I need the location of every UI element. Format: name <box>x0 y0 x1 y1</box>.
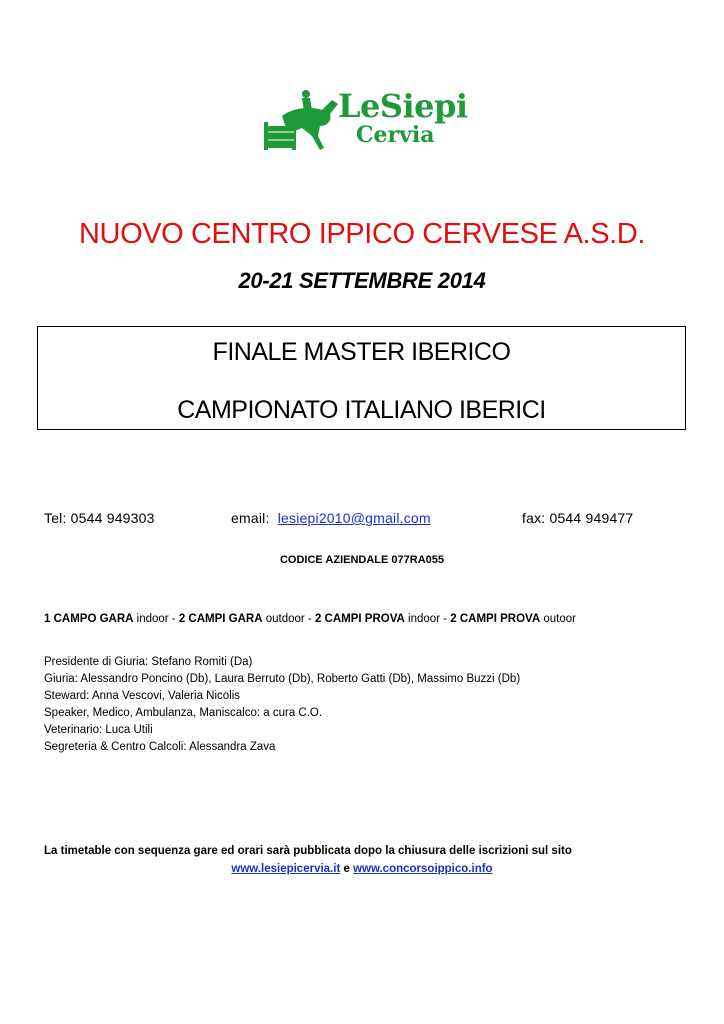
campo-desc: outoor <box>540 613 576 625</box>
campo-label: 2 CAMPI PROVA <box>450 613 541 625</box>
website-link-lesiepicervia[interactable]: www.lesiepicervia.it <box>231 863 341 875</box>
timetable-note: La timetable con sequenza gare ed orari sarà pubblicata dopo la chiusura delle iscrizioni sul sito <box>44 845 572 857</box>
logo-word-cervia: Cervia <box>356 122 435 148</box>
staff-item: Steward: Anna Vescovi, Valeria Nicolis <box>44 690 241 702</box>
event-line-1: FINALE MASTER IBERICO <box>212 338 511 366</box>
email-label: email: <box>231 510 270 526</box>
event-box <box>37 326 686 430</box>
links-conjunction: e <box>340 863 354 875</box>
website-link-concorsoippico[interactable]: www.concorsoippico.info <box>353 863 493 875</box>
logo-word-lesiepi: LeSiepi <box>338 87 468 125</box>
tel-text: Tel: 0544 949303 <box>44 510 155 526</box>
campi-line <box>44 611 576 627</box>
campo-label: 2 CAMPI GARA <box>178 613 263 625</box>
campo-desc: indoor - <box>133 613 179 625</box>
email-link[interactable]: lesiepi2010@gmail.com <box>277 510 431 526</box>
page-title: NUOVO CENTRO IPPICO CERVESE A.S.D. <box>79 218 645 250</box>
staff-item: Giuria: Alessandro Poncino (Db), Laura Berruto (Db), Roberto Gatti (Db), Massimo Buzzi (Db) <box>44 673 521 685</box>
campo-label: 2 CAMPI PROVA <box>314 613 405 625</box>
staff-item: Segreteria & Centro Calcoli: Alessandra Zava <box>44 741 276 753</box>
website-links <box>0 861 724 877</box>
email-row <box>231 509 431 527</box>
campo-desc: outdoor - <box>262 613 315 625</box>
campo-desc: indoor - <box>404 613 451 625</box>
staff-item: Speaker, Medico, Ambulanza, Maniscalco: a cura C.O. <box>44 707 323 719</box>
campo-label: 1 CAMPO GARA <box>44 613 134 625</box>
staff-list <box>44 654 520 756</box>
staff-item: Presidente di Giuria: Stefano Romiti (Da) <box>44 656 253 668</box>
event-dates: 20-21 SETTEMBRE 2014 <box>238 268 486 293</box>
event-line-2: CAMPIONATO ITALIANO IBERICI <box>177 396 546 424</box>
logo <box>262 78 468 178</box>
codice-aziendale: CODICE AZIENDALE 077RA055 <box>279 554 445 566</box>
fax-text: fax: 0544 949477 <box>522 510 634 526</box>
staff-item: Veterinario: Luca Utili <box>44 724 153 736</box>
horse-jumping-icon <box>262 86 342 156</box>
